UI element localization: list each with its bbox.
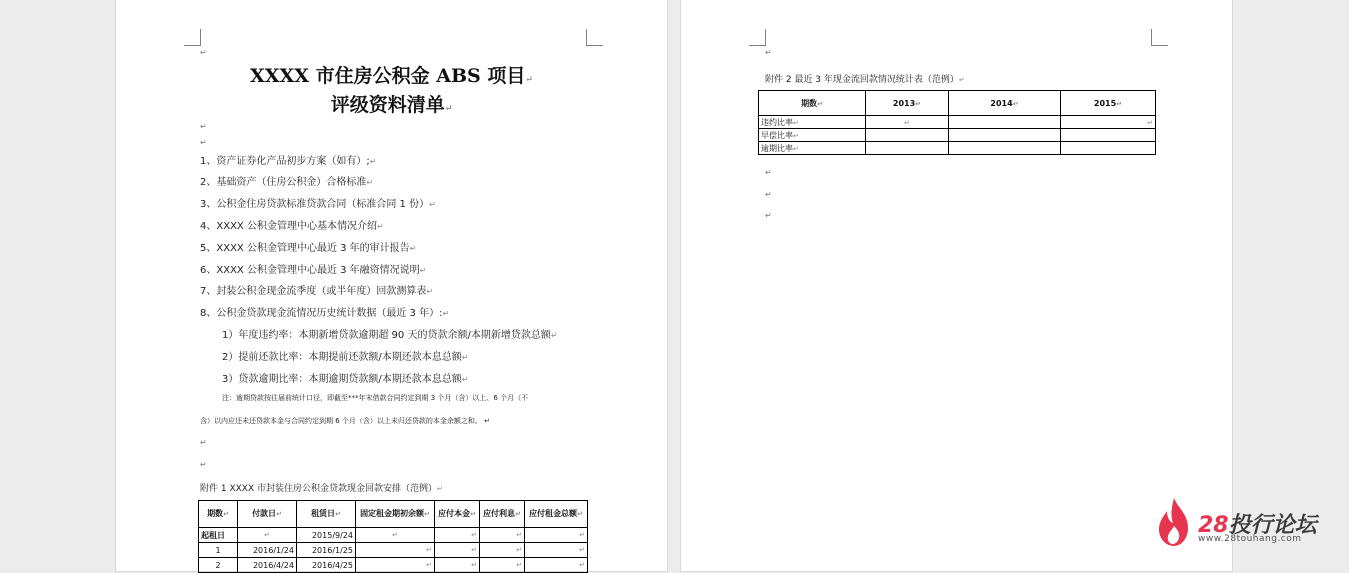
table-row	[759, 142, 1156, 155]
table-cell: 1	[199, 543, 238, 558]
list-item: 8、公积金贷款现金流情况历史统计数据（最近 3 年）:↵	[200, 308, 450, 319]
table-cell: ↵	[356, 543, 435, 558]
repayment-schedule-table	[198, 500, 588, 573]
watermark-url: www.28touhang.com	[1198, 534, 1302, 544]
margin-corner-mark	[586, 29, 603, 46]
table-cell: ↵	[238, 528, 297, 543]
table-cell	[1061, 129, 1156, 142]
table-row	[759, 129, 1156, 142]
table-cell: ↵	[356, 528, 435, 543]
table-cell: 违约比率↵	[759, 116, 866, 129]
table-cell: 2016/4/24	[238, 558, 297, 573]
paragraph-mark: ↵	[200, 48, 207, 57]
table-cell: ↵	[480, 558, 525, 573]
table-cell: 逾期比率↵	[759, 142, 866, 155]
table-header-cell: 应付本金↵	[435, 501, 480, 528]
margin-corner-mark	[1151, 29, 1168, 46]
table-cell: 2	[199, 558, 238, 573]
document-page-2[interactable]	[681, 0, 1232, 571]
table-header-cell: 期数↵	[199, 501, 238, 528]
paragraph-mark: ↵	[765, 190, 772, 199]
table-cell: 2015/9/24	[297, 528, 356, 543]
table-cell	[866, 129, 949, 142]
table-cell	[866, 142, 949, 155]
table-header-cell: 应付利息↵	[480, 501, 525, 528]
list-item: 5、XXXX 公积金管理中心最近 3 年的审计报告↵	[200, 243, 417, 254]
table-row	[199, 543, 588, 558]
table-cell: ↵	[866, 116, 949, 129]
paragraph-mark: ↵	[200, 122, 207, 131]
table-row	[759, 116, 1156, 129]
table-cell: 2016/1/24	[238, 543, 297, 558]
table-header-cell: 固定租金期初余额↵	[356, 501, 435, 528]
document-title: XXXX 市住房公积金 ABS 项目↵	[250, 65, 533, 87]
table-row	[199, 528, 588, 543]
paragraph-mark: ↵	[200, 460, 207, 469]
attachment-2-caption: 附件 2 最近 3 年现金流回款情况统计表（范例）↵	[765, 75, 965, 85]
table-header-cell: 2013↵	[866, 91, 949, 116]
table-cell: ↵	[480, 528, 525, 543]
table-cell: ↵	[1061, 116, 1156, 129]
sub-list-item: 3）贷款逾期比率：本期逾期贷款额/本期还款本息总额↵	[222, 374, 469, 385]
note-text: 注：逾期贷款按往届前统计口径，即截至***年末借款合同约定到期 3 个月（含）以上、6 个月（不	[222, 394, 529, 402]
table-cell: ↵	[435, 558, 480, 573]
table-cell: 2016/4/25	[297, 558, 356, 573]
table-cell	[949, 142, 1061, 155]
table-cell: ↵	[525, 528, 588, 543]
table-cell: 早偿比率↵	[759, 129, 866, 142]
table-cell: ↵	[525, 543, 588, 558]
table-header-cell: 2015↵	[1061, 91, 1156, 116]
table-cell: 起租日	[199, 528, 238, 543]
list-item: 4、XXXX 公积金管理中心基本情况介绍↵	[200, 221, 384, 232]
table-cell	[1061, 142, 1156, 155]
sub-list-item: 2）提前还款比率：本期提前还款额/本期还款本息总额↵	[222, 352, 469, 363]
site-watermark	[1154, 496, 1334, 548]
table-header-cell: 租赁日↵	[297, 501, 356, 528]
paragraph-mark: ↵	[765, 168, 772, 177]
table-header-cell: 期数↵	[759, 91, 866, 116]
table-cell: ↵	[356, 558, 435, 573]
paragraph-mark: ↵	[765, 211, 772, 220]
table-cell: 2016/1/25	[297, 543, 356, 558]
table-header-cell: 付款日↵	[238, 501, 297, 528]
paragraph-mark: ↵	[200, 138, 207, 147]
list-item: 7、封装公积金现金流季度（或半年度）回款测算表↵	[200, 286, 434, 297]
table-header-cell: 2014↵	[949, 91, 1061, 116]
attachment-1-caption: 附件 1 XXXX 市封装住房公积金贷款现金回款安排（范例）↵	[200, 484, 443, 494]
watermark-brand: 28投行论坛	[1198, 513, 1317, 538]
table-header-cell: 应付租金总额↵	[525, 501, 588, 528]
list-item: 6、XXXX 公积金管理中心最近 3 年融资情况说明↵	[200, 265, 427, 276]
margin-corner-mark	[184, 29, 201, 46]
note-text: 含）以内应还未还贷款本金与合同约定到期 6 个月（含）以上未归还贷款的本金余额之和。 ↵	[200, 417, 491, 425]
table-row	[199, 558, 588, 573]
table-cell: ↵	[435, 543, 480, 558]
list-item: 1、资产证券化产品初步方案（如有）;↵	[200, 156, 377, 167]
list-item: 3、公积金住房贷款标准贷款合同（标准合同 1 份）↵	[200, 199, 436, 210]
flame-logo-icon	[1154, 496, 1194, 548]
paragraph-mark: ↵	[765, 48, 772, 57]
document-subtitle: 评级资料清单↵	[330, 94, 453, 116]
table-cell: ↵	[480, 543, 525, 558]
table-cell	[949, 116, 1061, 129]
table-cell: ↵	[525, 558, 588, 573]
list-item: 2、基础资产（住房公积金）合格标准↵	[200, 177, 374, 188]
sub-list-item: 1）年度违约率：本期新增贷款逾期超 90 天的贷款余额/本期新增贷款总额↵	[222, 330, 558, 341]
document-page-1[interactable]	[116, 0, 667, 571]
table-cell: ↵	[435, 528, 480, 543]
table-cell	[949, 129, 1061, 142]
margin-corner-mark	[749, 29, 766, 46]
cashflow-statistics-table	[758, 90, 1156, 155]
paragraph-mark: ↵	[200, 438, 207, 447]
